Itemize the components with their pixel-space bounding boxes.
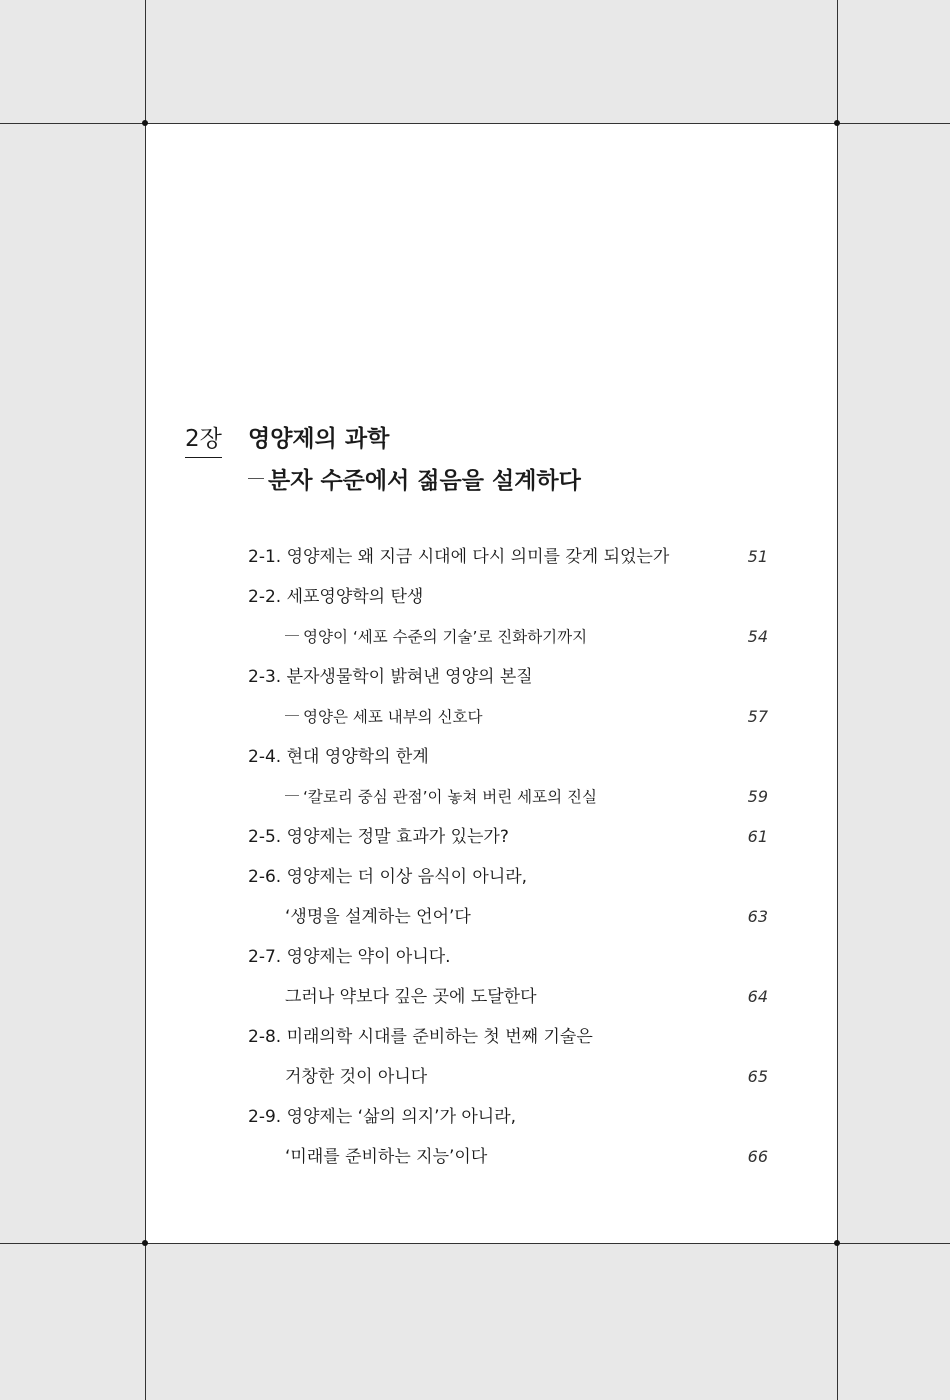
crop-mark-bottom-right bbox=[834, 1240, 840, 1246]
toc-page-number: 65 bbox=[747, 1067, 768, 1086]
toc-entry-text: 2-4. 현대 영양학의 한계 bbox=[248, 747, 429, 767]
toc-entry[interactable] bbox=[248, 937, 768, 977]
toc-entry-subtitle bbox=[285, 617, 587, 657]
toc-entry-text: 거창한 것이 아니다 bbox=[285, 1067, 428, 1087]
table-of-contents bbox=[248, 537, 768, 1177]
toc-entry-subtitle bbox=[285, 777, 597, 817]
toc-entry-title bbox=[285, 1137, 487, 1177]
toc-entry-title bbox=[248, 537, 669, 577]
toc-entry-title bbox=[285, 897, 471, 937]
toc-entry[interactable] bbox=[248, 977, 768, 1017]
toc-page-number: 63 bbox=[747, 907, 768, 926]
chapter-subtitle-text: 분자 수준에서 젊음을 설계하다 bbox=[268, 468, 581, 494]
toc-entry-text: 2-9. 영양제는 ‘삶의 의지’가 아니라, bbox=[248, 1107, 517, 1127]
toc-page-number: 51 bbox=[747, 547, 768, 566]
toc-entry[interactable] bbox=[248, 657, 768, 697]
toc-entry-text: ‘칼로리 중심 관점’이 놓쳐 버린 세포의 진실 bbox=[303, 788, 597, 806]
toc-entry[interactable] bbox=[248, 737, 768, 777]
toc-page-number: 64 bbox=[747, 987, 768, 1006]
toc-entry-title bbox=[248, 577, 423, 617]
toc-entry-text: 2-6. 영양제는 더 이상 음식이 아니라, bbox=[248, 867, 528, 887]
toc-entry-text: 2-1. 영양제는 왜 지금 시대에 다시 의미를 갖게 되었는가 bbox=[248, 547, 670, 567]
toc-entry[interactable] bbox=[248, 617, 768, 657]
toc-entry-text: 영양은 세포 내부의 신호다 bbox=[303, 708, 483, 726]
subtitle-dash bbox=[285, 635, 299, 636]
subtitle-dash bbox=[285, 795, 299, 796]
toc-entry-title bbox=[248, 1017, 593, 1057]
toc-entry[interactable] bbox=[248, 777, 768, 817]
subtitle-dash bbox=[285, 715, 299, 716]
toc-entry[interactable] bbox=[248, 1137, 768, 1177]
toc-entry[interactable] bbox=[248, 817, 768, 857]
toc-page-number: 54 bbox=[747, 627, 768, 646]
toc-entry[interactable] bbox=[248, 857, 768, 897]
chapter-heading bbox=[185, 420, 785, 510]
toc-entry-title bbox=[248, 817, 509, 857]
toc-entry-text: 그러나 약보다 깊은 곳에 도달한다 bbox=[285, 987, 537, 1007]
toc-page-number: 59 bbox=[747, 787, 768, 806]
toc-entry[interactable] bbox=[248, 697, 768, 737]
crop-mark-top-right bbox=[834, 120, 840, 126]
crop-mark-bottom-left bbox=[142, 1240, 148, 1246]
toc-entry-text: 2-3. 분자생물학이 밝혀낸 영양의 본질 bbox=[248, 667, 533, 687]
toc-entry-text: 2-7. 영양제는 약이 아니다. bbox=[248, 947, 451, 967]
toc-entry-title bbox=[248, 857, 527, 897]
chapter-number: 2장 bbox=[185, 422, 222, 458]
toc-entry-text: 2-2. 세포영양학의 탄생 bbox=[248, 587, 424, 607]
toc-entry[interactable] bbox=[248, 1057, 768, 1097]
toc-entry-text: 2-5. 영양제는 정말 효과가 있는가? bbox=[248, 827, 509, 847]
toc-entry-title bbox=[285, 977, 537, 1017]
chapter-title: 영양제의 과학 bbox=[248, 426, 390, 452]
crop-line-right bbox=[837, 0, 838, 1400]
toc-entry-title bbox=[248, 737, 429, 777]
toc-entry-title bbox=[248, 657, 533, 697]
toc-entry-text: ‘생명을 설계하는 언어’다 bbox=[285, 907, 471, 927]
toc-page-number: 66 bbox=[747, 1147, 768, 1166]
crop-mark-top-left bbox=[142, 120, 148, 126]
toc-entry[interactable] bbox=[248, 1097, 768, 1137]
toc-entry[interactable] bbox=[248, 537, 768, 577]
toc-entry[interactable] bbox=[248, 1017, 768, 1057]
toc-entry[interactable] bbox=[248, 897, 768, 937]
subtitle-dash bbox=[248, 478, 264, 479]
chapter-subtitle bbox=[248, 464, 581, 498]
crop-line-left bbox=[145, 0, 146, 1400]
toc-entry-text: 2-8. 미래의학 시대를 준비하는 첫 번째 기술은 bbox=[248, 1027, 593, 1047]
toc-page-number: 57 bbox=[747, 707, 768, 726]
toc-entry-text: 영양이 ‘세포 수준의 기술’로 진화하기까지 bbox=[303, 628, 588, 646]
toc-entry-subtitle bbox=[285, 697, 483, 737]
toc-entry[interactable] bbox=[248, 577, 768, 617]
toc-page-number: 61 bbox=[747, 827, 768, 846]
toc-entry-title bbox=[248, 1097, 516, 1137]
toc-entry-title bbox=[285, 1057, 427, 1097]
toc-entry-title bbox=[248, 937, 451, 977]
toc-entry-text: ‘미래를 준비하는 지능’이다 bbox=[285, 1147, 488, 1167]
